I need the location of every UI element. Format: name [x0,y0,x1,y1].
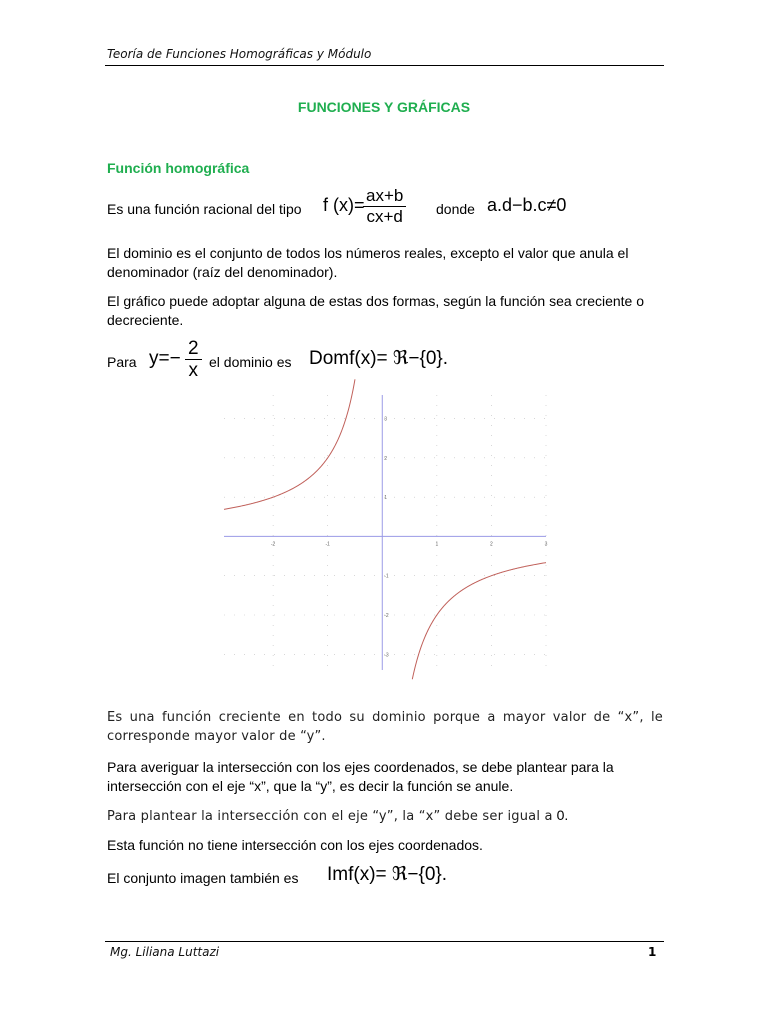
page-number: 1 [648,945,657,959]
footer-rule [105,941,664,942]
x-tick-label: -1 [325,541,330,548]
page-header: Teoría de Funciones Homográficas y Módulo [107,47,372,61]
formula-condition: a.d−b.c≠0 [487,195,567,215]
paragraph-intersection-x: Para averiguar la intersección con los ejes coordenados, se debe plantear para la intersección con el eje “x”, que la “y”, es decir la función se anule. [107,759,614,794]
curve-branch-left [224,379,355,509]
y-tick-label: -2 [384,613,389,619]
formula-numerator: ax+b [363,186,406,207]
example-numerator: 2 [185,338,202,360]
y-tick-label: 1 [384,495,388,502]
paragraph-forms: El gráfico puede adoptar alguna de estas dos formas, según la función sea creciente o decreciente. [107,293,645,328]
definition-text: Es una función racional del tipo [107,201,302,217]
x-tick-label: 1 [435,541,439,548]
paragraph-image [107,864,663,892]
y-tick-label: 2 [384,455,388,462]
paragraph-no-intersection: Esta función no tiene intersección con los ejes coordenados. [107,837,483,853]
paragraph-intersection-y [107,806,663,826]
image-text: El conjunto imagen también es [107,870,299,886]
donde-text: donde [436,201,475,217]
example-fraction [185,338,202,381]
x-tick-label: 3 [544,541,548,548]
footer-author: Mg. Liliana Luttazi [110,945,220,959]
header-rule [105,65,664,66]
image-formula: Imf(x)= ℜ−{0}. [327,864,448,885]
example-domain: Domf(x)= ℜ−{0}. [309,348,449,369]
formula-denominator: cx+d [366,207,403,226]
graph-axes [224,395,546,670]
para-text: Para [107,354,137,370]
formula-fraction [363,186,406,227]
graph-tick-labels [271,417,548,659]
graph-curves [224,379,546,679]
curve-branch-right [412,563,546,680]
section-title: Función homográfica [107,160,250,176]
paragraph-definition [107,188,663,230]
x-tick-label: -2 [270,541,276,548]
y-tick-label: -1 [384,573,389,580]
example-denominator: x [188,360,199,381]
page-title: FUNCIONES Y GRÁFICAS [297,99,471,115]
el-dominio-text: el dominio es [209,354,292,370]
graph-grid [224,395,546,670]
function-graph [224,395,546,670]
paragraph-increasing: Es una función creciente en todo su dominio porque a mayor valor de “x”, le corresponde mayor valor de “y”. [107,710,663,744]
paragraph-domain: El dominio es el conjunto de todos los números reales, excepto el valor que anula el denominador (raíz del denominador). [107,245,629,280]
formula-lhs: f (x)= [323,195,365,215]
x-tick-label: 2 [490,541,493,548]
y-tick-label: 3 [384,416,388,423]
intersection-y-value: 0. [556,807,569,823]
paragraph-example [107,340,663,384]
intersection-y-text: Para plantear la intersección con el eje “y”, la “x” debe ser igual a [107,809,553,824]
example-y-eq: y=− [149,348,181,369]
y-tick-label: -3 [384,652,389,659]
